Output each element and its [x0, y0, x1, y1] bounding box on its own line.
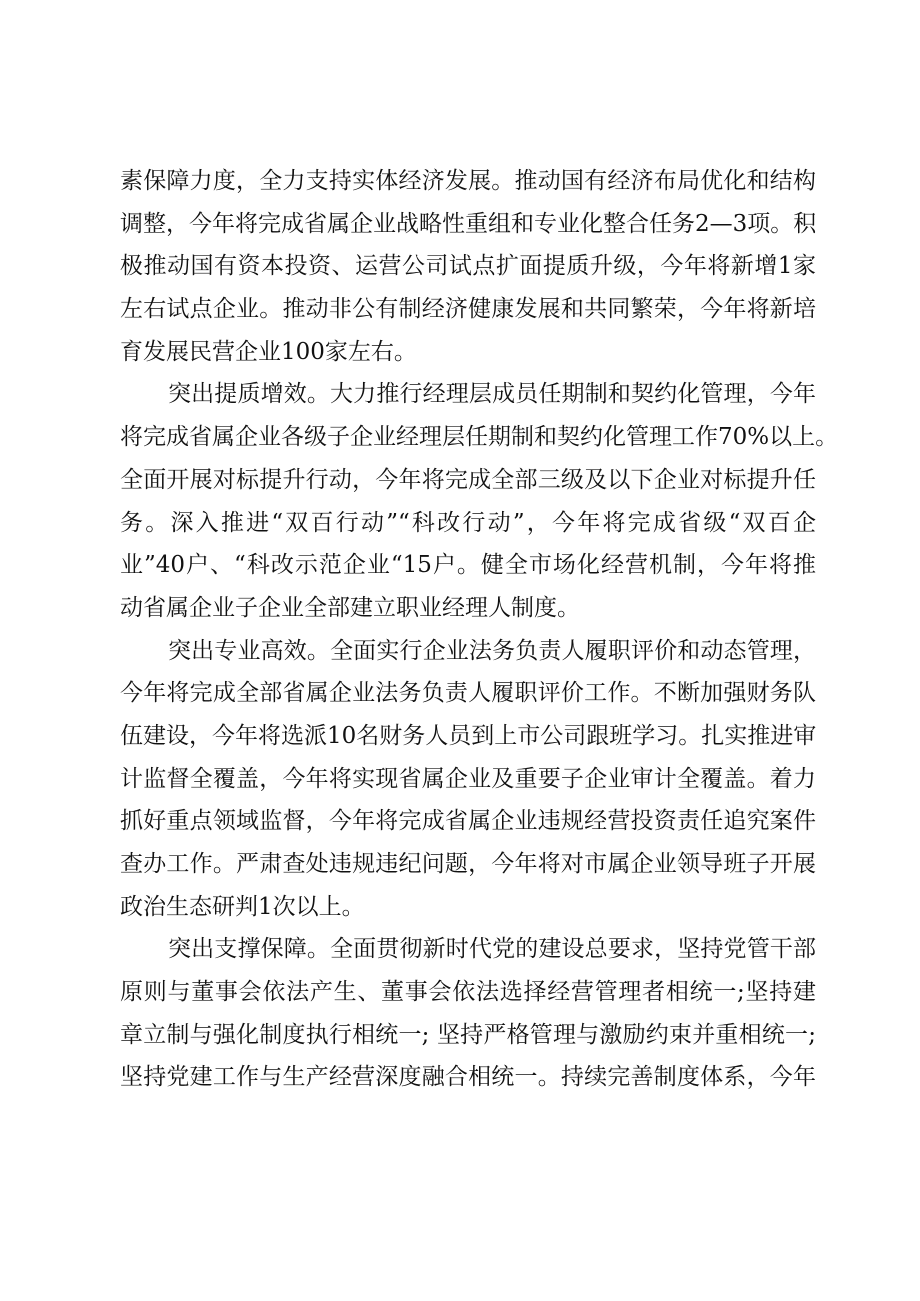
text-line: 动省属企业子企业全部建立职业经理人制度。: [120, 594, 580, 621]
text-line: 业”40户、“科改示范企业“15户。健全市场化经营机制，今年将推: [120, 552, 816, 579]
text-line: 务。深入推进“双百行动”“科改行动”，今年将完成省级“双百企: [120, 509, 816, 536]
document-page: [120, 160, 839, 1099]
text-line: 坚持党建工作与生产经营深度融合相统一。持续完善制度体系，今年: [120, 1064, 816, 1091]
text-line: 原则与董事会依法产生、董事会依法选择经营管理者相统一;坚持建: [120, 979, 816, 1006]
text-line: 计监督全覆盖，今年将实现省属企业及重要子企业审计全覆盖。着力: [120, 765, 816, 792]
paragraph-start: 突出支撑保障。全面贯彻新时代党的建设总要求，坚持党管干部: [168, 936, 816, 963]
text-line: 素保障力度，全力支持实体经济发展。推动国有经济布局优化和结构: [120, 168, 816, 194]
text-line: 政治生态研判1次以上。: [120, 893, 365, 920]
text-line: 调整，今年将完成省属企业战略性重组和专业化整合任务2—3项。积: [120, 210, 817, 237]
text-line: 今年将完成全部省属企业法务负责人履职评价工作。不断加强财务队: [120, 680, 816, 707]
text-line: 章立制与强化制度执行相统一; 坚持严格管理与激励约束并重相统一;: [120, 1021, 816, 1048]
text-line: 全面开展对标提升行动，今年将完成全部三级及以下企业对标提升任: [120, 466, 816, 493]
text-line: 育发展民营企业100家左右。: [120, 338, 417, 365]
text-line: 抓好重点领域监督，今年将完成省属企业违规经营投资责任追究案件: [120, 808, 816, 835]
text-line: 极推动国有资本投资、运营公司试点扩面提质升级，今年将新增1家: [120, 253, 816, 280]
text-line: 将完成省属企业各级子企业经理层任期制和契约化管理工作70%以上。: [120, 424, 839, 451]
text-line: 伍建设，今年将选派10名财务人员到上市公司跟班学习。扎实推进审: [120, 722, 817, 749]
text-line: 左右试点企业。推动非公有制经济健康发展和共同繁荣，今年将新培: [120, 296, 816, 323]
paragraph-start: 突出提质增效。大力推行经理层成员任期制和契约化管理，今年: [168, 381, 816, 408]
paragraph-start: 突出专业高效。全面实行企业法务负责人履职评价和动态管理，: [168, 637, 816, 664]
text-line: 查办工作。严肃查处违规违纪问题，今年将对市属企业领导班子开展: [120, 851, 816, 877]
